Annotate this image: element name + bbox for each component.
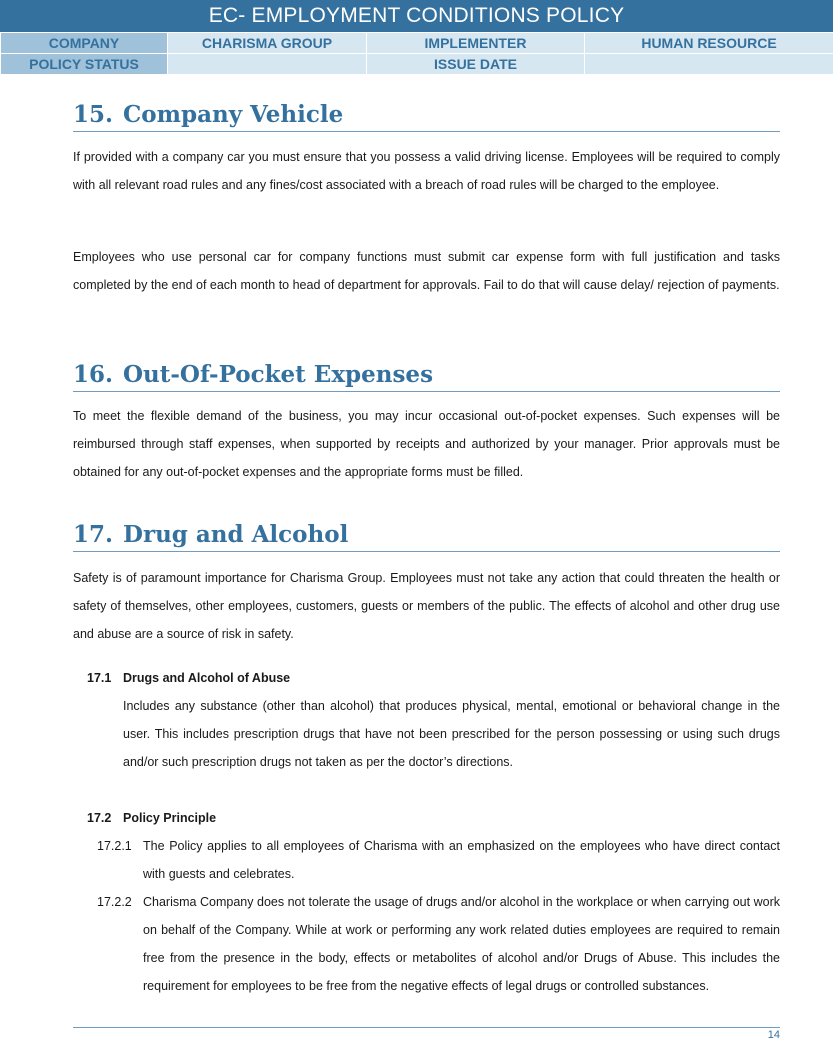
meta-implementer-value: HUMAN RESOURCE [585,33,833,54]
subsection-17-2-title: Policy Principle [123,811,217,825]
meta-company-label: COMPANY [1,33,168,54]
section-16-title: Out-Of-Pocket Expenses [123,361,434,388]
section-15-paragraph-1: If provided with a company car you must ensure that you possess a valid driving license. Employees will be required to comply with all relevant road rules and any fines/cost associated with a breach of road rules will be charged to the employee. [73,150,780,192]
page-number: 14 [767,1029,780,1041]
policy-title: EC- EMPLOYMENT CONDITIONS POLICY [0,0,833,32]
section-15-paragraph-2: Employees who use personal car for company functions must submit car expense form with full justification and tasks completed by the end of each month to head of department for approvals. Fail to do that will cause delay/ rejection of payments. [73,250,780,292]
subsection-17-2-number: 17.2 [87,811,112,825]
meta-implementer-label: IMPLEMENTER [367,33,585,54]
section-17-number: 17. [73,521,114,548]
section-16-heading [73,358,780,392]
meta-issue-date-label: ISSUE DATE [367,54,585,75]
section-16-paragraph-1: To meet the flexible demand of the business, you may incur occasional out-of-pocket expenses. Such expenses will be reimbursed through staff expenses, when supported by receipts and authorized by your manager. Prior approvals must be obtained for any out-of-pocket expenses and the appropriate forms must be filled. [73,409,780,479]
item-17-2-1-text: The Policy applies to all employees of Charisma with an emphasized on the employees who have direct contact with guests and celebrates. [143,839,780,881]
item-17-2-2-number: 17.2.2 [97,895,132,909]
subsection-17-1-heading [87,668,290,688]
subsection-17-1-title: Drugs and Alcohol of Abuse [123,671,291,685]
meta-status-value [168,54,367,75]
section-17-title: Drug and Alcohol [123,521,349,548]
section-15-title: Company Vehicle [123,101,344,128]
item-17-2-1-number: 17.2.1 [97,839,132,853]
meta-row-status [1,54,833,75]
policy-meta-table [0,32,833,75]
section-15-number: 15. [73,101,114,128]
section-17-paragraph-1: Safety is of paramount importance for Charisma Group. Employees must not take any action that could threaten the health or safety of themselves, other employees, customers, guests or members of the public. The effects of alcohol and other drug use and abuse are a source of risk in safety. [73,571,780,641]
item-17-2-2-text: Charisma Company does not tolerate the usage of drugs and/or alcohol in the workplace or when carrying out work on behalf of the Company. While at work or performing any work related duties employees are required to remain free from the presence in the body, effects or metabolites of alcohol and/or Drugs of Abuse. This includes the requirement for employees to be free from the negative effects of legal drugs or controlled substances. [143,895,780,993]
subsection-17-1-number: 17.1 [87,671,112,685]
subsection-17-2-heading [87,808,216,828]
subsection-17-1-paragraph: Includes any substance (other than alcohol) that produces physical, mental, emotional or behavioral change in the user. This includes prescription drugs that have not been prescribed for the person possessing or using such drugs and/or such prescription drugs not taken as per the doctor’s directions. [123,699,780,769]
section-17-heading [73,518,780,552]
section-16-number: 16. [73,361,114,388]
footer-divider [73,1027,780,1028]
meta-status-label: POLICY STATUS [1,54,168,75]
meta-company-value: CHARISMA GROUP [168,33,367,54]
section-15-heading [73,98,780,132]
meta-issue-date-value [585,54,833,75]
meta-row-company [1,33,833,54]
